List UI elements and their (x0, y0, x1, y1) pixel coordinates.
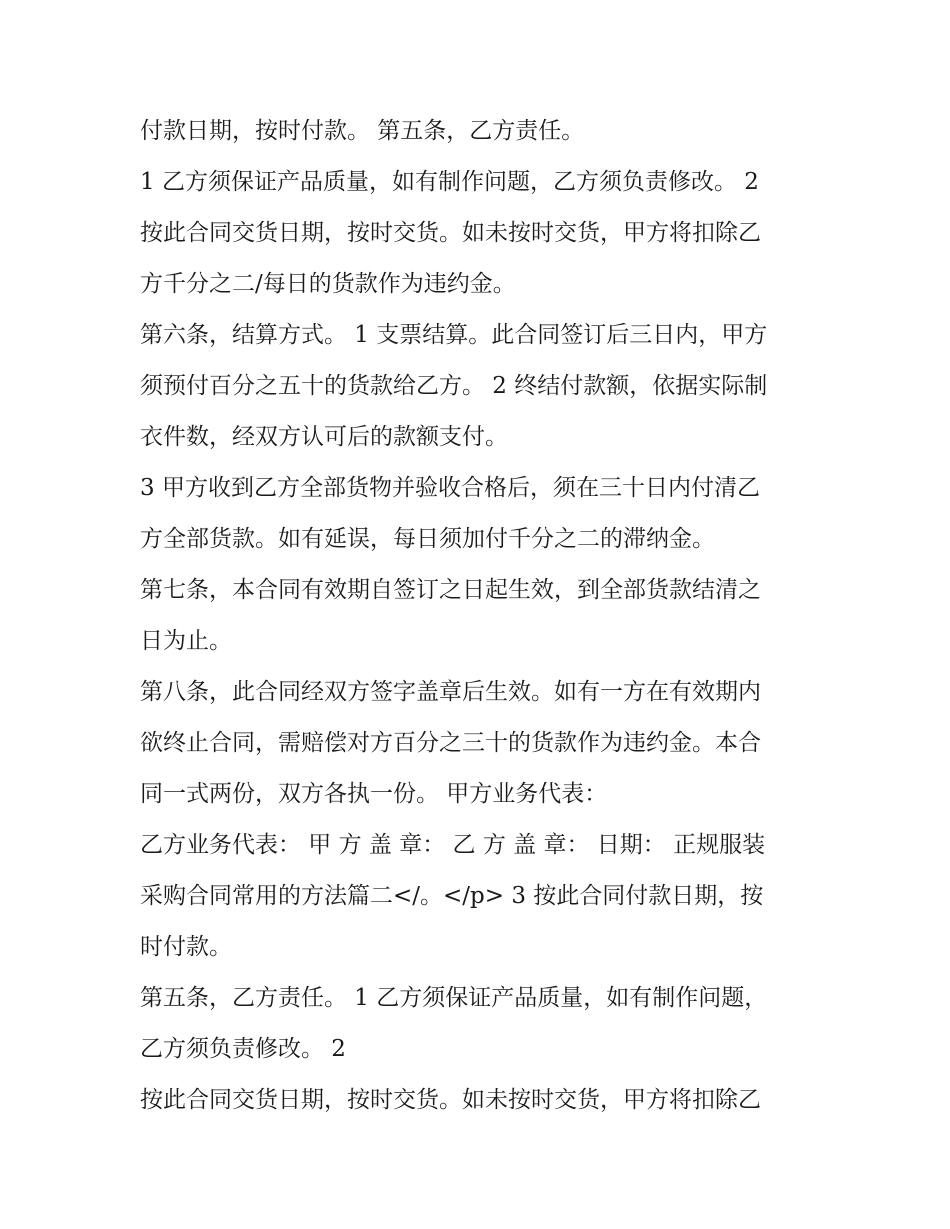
text-line: 方千分之二/每日的货款作为违约金。 (140, 271, 516, 297)
text-line: 乙方业务代表： 甲 方 盖 章： 乙 方 盖 章： 日期： 正规服装 (140, 832, 766, 858)
text-line: 时付款。 (140, 934, 232, 960)
text-line: 按此合同交货日期，按时交货。如未按时交货，甲方将扣除乙 (140, 220, 761, 246)
text-line: 1 乙方须保证产品质量，如有制作问题，乙方须负责修改。 2 (140, 169, 759, 195)
text-line: 日为止。 (140, 628, 232, 654)
text-line: 欲终止合同，需赔偿对方百分之三十的货款作为违约金。本合 (140, 730, 761, 756)
text-line: 方全部货款。如有延误，每日须加付千分之二的滞纳金。 (140, 526, 715, 552)
text-line: 第六条，结算方式。 1 支票结算。此合同签订后三日内，甲方 (140, 322, 768, 348)
text-line: 须预付百分之五十的货款给乙方。 2 终结付款额，依据实际制 (140, 373, 768, 399)
text-line: 第五条，乙方责任。 1 乙方须保证产品质量，如有制作问题， (140, 985, 768, 1011)
text-line: 乙方须负责修改。 2 (140, 1036, 346, 1062)
text-line: 衣件数，经双方认可后的款额支付。 (140, 424, 508, 450)
text-line: 第八条，此合同经双方签字盖章后生效。如有一方在有效期内 (140, 679, 761, 705)
text-line: 3 甲方收到乙方全部货物并验收合格后，须在三十日内付清乙 (140, 475, 760, 501)
text-line: 同一式两份，双方各执一份。 甲方业务代表： (140, 781, 608, 807)
document-body (140, 111, 830, 1131)
text-line: 付款日期，按时付款。 第五条，乙方责任。 (140, 118, 585, 144)
text-line: 按此合同交货日期，按时交货。如未按时交货，甲方将扣除乙 (140, 1087, 761, 1113)
text-line: 第七条，本合同有效期自签订之日起生效，到全部货款结清之 (140, 577, 761, 603)
text-line: 采购合同常用的方法篇二</。</p> 3 按此合同付款日期，按 (140, 883, 764, 909)
